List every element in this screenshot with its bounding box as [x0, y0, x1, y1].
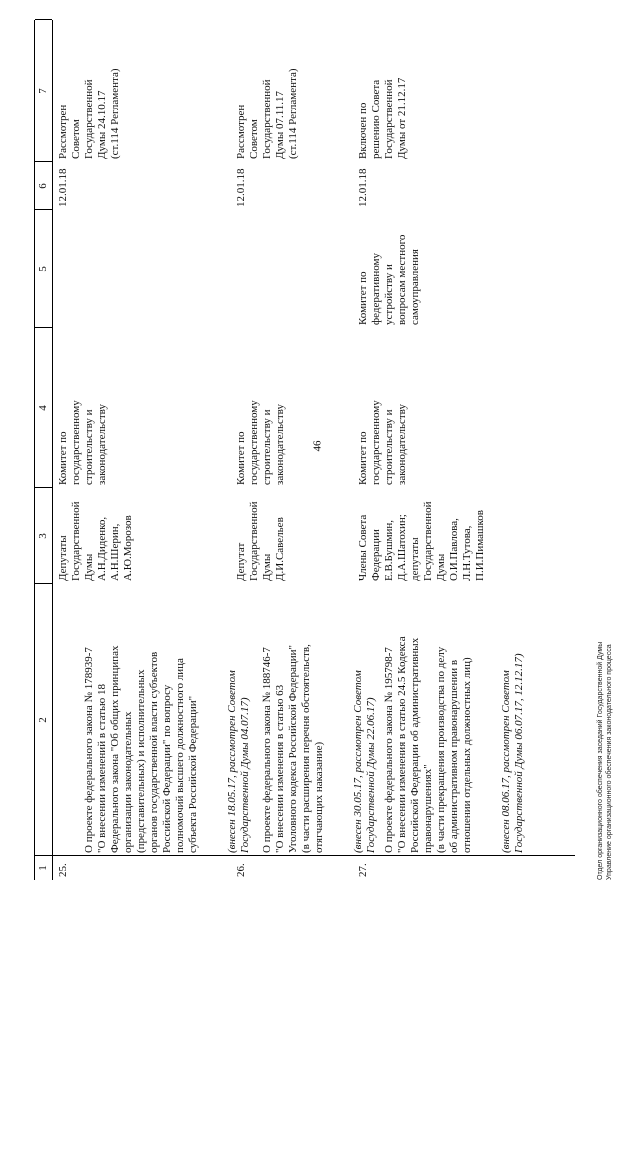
page-number: 46	[311, 440, 324, 452]
bill-note: (внесен 18.05.17, рассмотрен Советом Государственной Думы 04.07.17)	[226, 670, 251, 853]
committee: Комитет по государственному строительству и законодательству	[235, 400, 286, 485]
bill-note: (внесен 08.06.17, рассмотрен Советом Государственной Думы 06.07.17, 12.12.17)	[500, 653, 525, 853]
column-header-5: 5	[35, 209, 52, 328]
date: 12.01.18	[235, 168, 247, 207]
bill-title: О проекте федерального закона № 188746-7 "О внесении изменения в статью 63 Уголовного кодекса Российской Федерации" (в части расширения перечня обстоятельств, отягчающих наказание)	[261, 644, 325, 853]
column-header-4: 4	[35, 327, 52, 488]
column-header-3: 3	[35, 487, 52, 584]
committee: Комитет по государственному строительству и законодательству	[57, 400, 108, 485]
initiator: Депутаты Государственной Думы А.Н.Диденко, А.Н.Шерин, А.Ю.Морозов	[57, 501, 134, 581]
bill-cell	[357, 584, 552, 856]
agenda-table	[34, 20, 575, 880]
row-number: 27.	[357, 863, 369, 877]
bill-title: О проекте федерального закона № 178939-7 "О внесении изменений в статью 18 Федерального закона "Об общих принципах организации законодательных (представительных) и исполнительных органов государственной власти субъектов Российской Федерации" по вопросу полномочий высшего должностного лица субъекта Российской Федерации"	[83, 645, 199, 853]
initiator: Члены Совета Федерации Е.В.Бушмин, Д.А.Шатохин; депутаты Государственной Думы О.И.Павлова, Л.Н.Тутова, П.И.Пимашков	[357, 501, 486, 581]
column-header-7: 7	[35, 19, 52, 162]
footer-line-1: Отдел организационного обеспечения заседаний Государственной Думы	[597, 641, 604, 880]
rotated-page-content	[34, 20, 574, 880]
committee: Комитет по государственному строительству и законодательству	[357, 400, 408, 485]
co-committee: Комитет по федеративному устройству и вопросам местного самоуправления	[357, 234, 421, 325]
footer	[596, 641, 628, 1150]
status: Рассмотрен Советом Государственной Думы 07.11.17 (ст.114 Регламента)	[235, 68, 299, 159]
bill-note: (внесен 30.05.17, рассмотрен Советом Государственной Думы 22.06.17)	[352, 670, 377, 853]
initiator: Депутат Государственной Думы Д.И.Савельев	[235, 501, 286, 581]
column-header-6: 6	[35, 161, 52, 210]
date: 12.01.18	[357, 168, 369, 207]
column-header-1: 1	[35, 855, 52, 880]
date: 12.01.18	[57, 168, 69, 207]
row-number: 25.	[57, 863, 69, 877]
status: Включен по решению Совета Государственной Думы от 21.12.17	[357, 77, 408, 159]
bill-title: О проекте федерального закона № 195798-7 "О внесении изменения в статью 24.5 Кодекса Российской Федерации об административных правонарушениях" (в части прекращения производства по делу об административном правонарушении в отношении отдельных должностных лиц)	[383, 636, 473, 853]
table-header	[35, 20, 53, 880]
column-header-2: 2	[35, 583, 52, 856]
footer-text	[596, 610, 628, 880]
row-number: 26.	[235, 863, 247, 877]
status: Рассмотрен Советом Государственной Думы 24.10.17 (ст.114 Регламента)	[57, 68, 121, 159]
footer-line-2: Управление организационного обеспечения законодательного процесса	[606, 644, 613, 880]
